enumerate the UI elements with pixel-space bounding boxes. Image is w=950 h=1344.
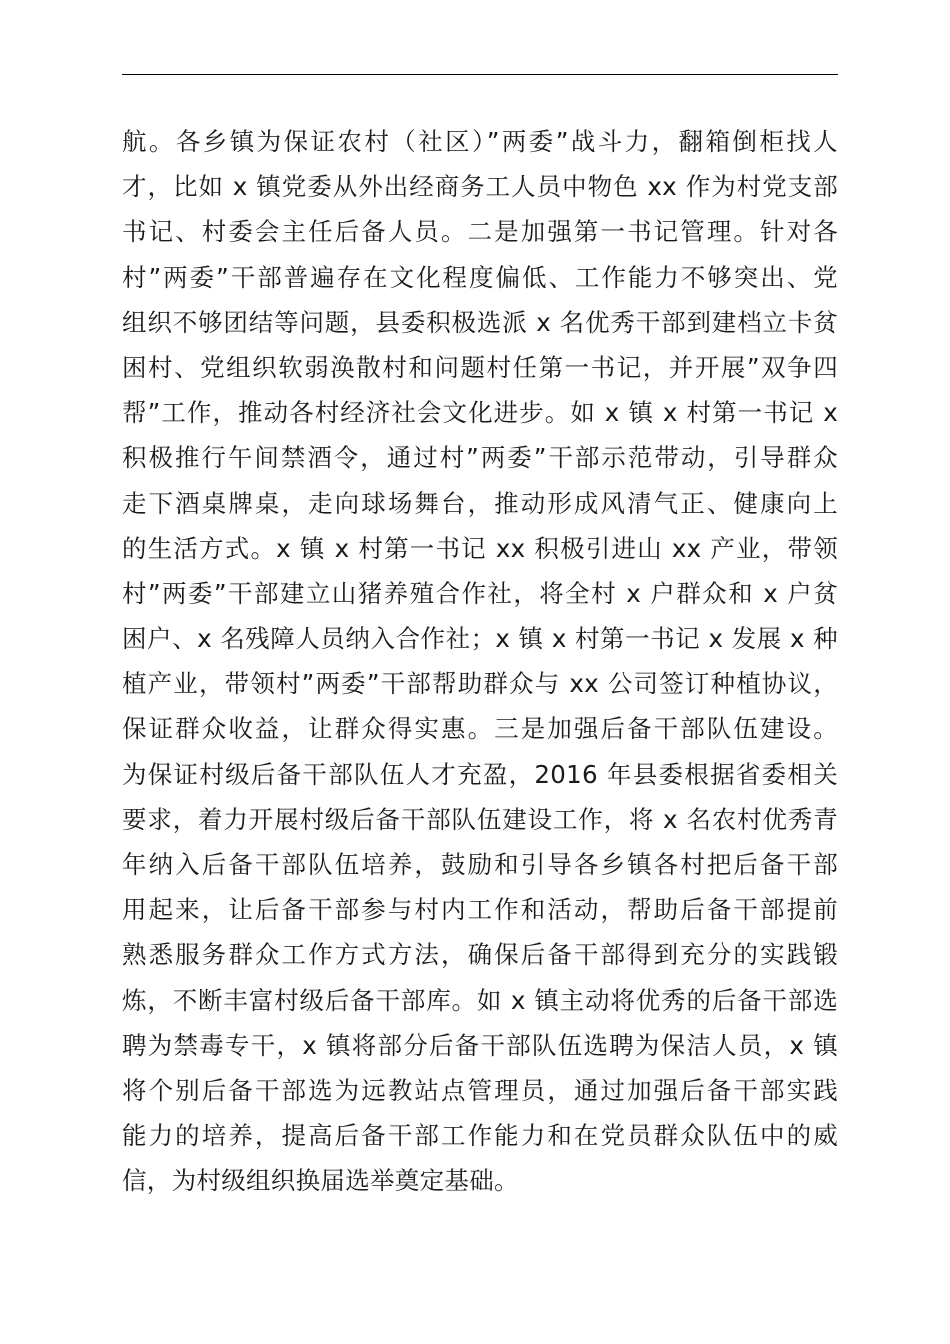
text-line: 将个别后备干部选为远教站点管理员，通过加强后备干部实践 — [122, 1075, 838, 1105]
header-rule — [122, 74, 838, 75]
text-line: 保证群众收益，让群众得实惠。三是加强后备干部队伍建设。 — [122, 714, 838, 744]
text-line: 书记、村委会主任后备人员。二是加强第一书记管理。针对各 — [122, 217, 838, 247]
text-line: 用起来，让后备干部参与村内工作和活动，帮助后备干部提前 — [122, 895, 838, 925]
text-line: 组织不够团结等问题，县委积极选派 x 名优秀干部到建档立卡贫 — [122, 307, 838, 337]
text-line: 村”两委”干部普遍存在文化程度偏低、工作能力不够突出、党 — [122, 262, 838, 292]
text-line: 困村、党组织软弱涣散村和问题村任第一书记，并开展”双争四 — [122, 352, 838, 382]
text-line: 走下酒桌牌桌，走向球场舞台，推动形成风清气正、健康向上 — [122, 488, 838, 518]
text-line: 要求，着力开展村级后备干部队伍建设工作，将 x 名农村优秀青 — [122, 804, 838, 834]
text-line: 困户、x 名残障人员纳入合作社；x 镇 x 村第一书记 x 发展 x 种 — [122, 624, 838, 654]
text-line: 熟悉服务群众工作方式方法，确保后备干部得到充分的实践锻 — [122, 940, 838, 970]
text-line: 航。各乡镇为保证农村（社区）”两委”战斗力，翻箱倒柜找人 — [122, 127, 838, 156]
text-line: 年纳入后备干部队伍培养，鼓励和引导各乡镇各村把后备干部 — [122, 850, 838, 879]
body-paragraph — [122, 119, 838, 1204]
text-line-last: 信，为村级组织换届选举奠定基础。 — [122, 1166, 519, 1196]
text-line: 积极推行午间禁酒令，通过村”两委”干部示范带动，引导群众 — [122, 443, 838, 473]
text-line: 聘为禁毒专干，x 镇将部分后备干部队伍选聘为保洁人员，x 镇 — [122, 1030, 838, 1060]
text-line: 的生活方式。x 镇 x 村第一书记 xx 积极引进山 xx 产业，带领 — [122, 533, 838, 563]
text-line: 为保证村级后备干部队伍人才充盈，2016 年县委根据省委相关 — [122, 759, 838, 789]
text-line: 帮”工作，推动各村经济社会文化进步。如 x 镇 x 村第一书记 x — [122, 398, 838, 428]
text-line: 才，比如 x 镇党委从外出经商务工人员中物色 xx 作为村党支部 — [122, 172, 838, 202]
text-line: 炼，不断丰富村级后备干部库。如 x 镇主动将优秀的后备干部选 — [122, 985, 838, 1015]
text-line: 村”两委”干部建立山猪养殖合作社，将全村 x 户群众和 x 户贫 — [122, 578, 838, 608]
text-line: 植产业，带领村”两委”干部帮助群众与 xx 公司签订种植协议， — [122, 669, 838, 699]
text-line: 能力的培养，提高后备干部工作能力和在党员群众队伍中的威 — [122, 1121, 838, 1151]
